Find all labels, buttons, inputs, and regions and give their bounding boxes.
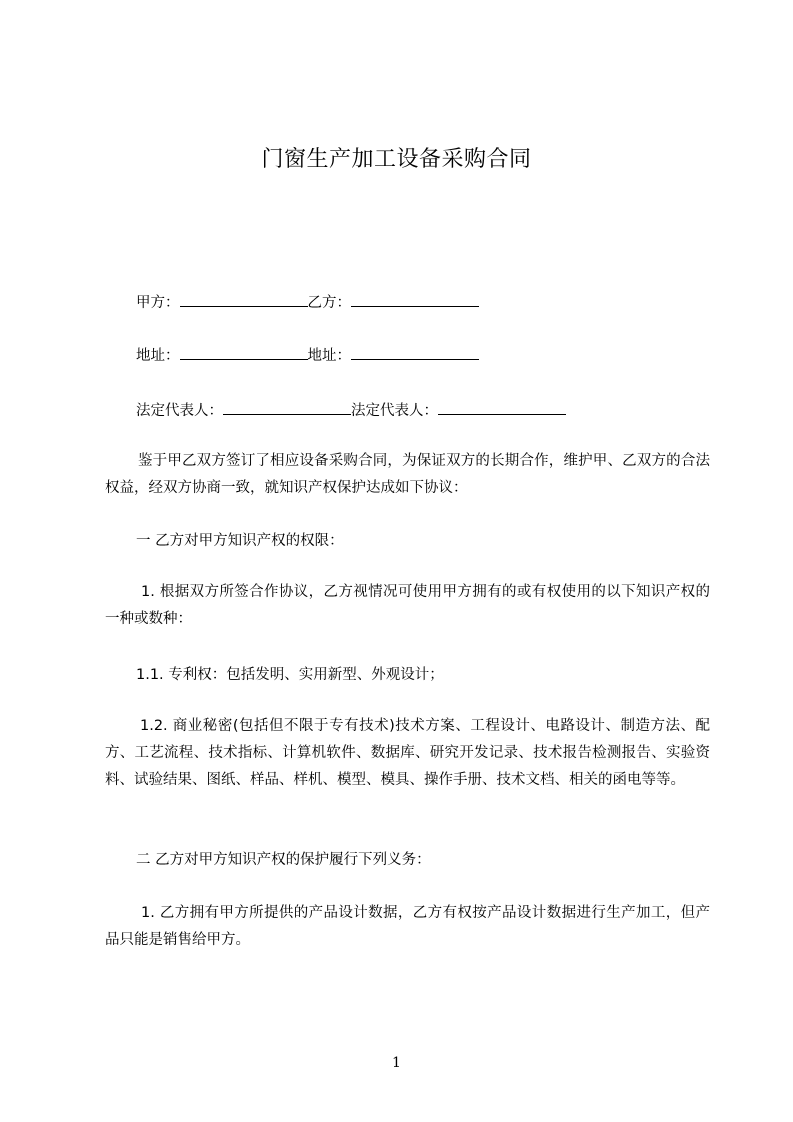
address-a-label: 地址： <box>136 348 180 364</box>
address-b-blank <box>351 344 479 360</box>
party-b-blank <box>351 291 479 307</box>
address-b-label: 地址： <box>307 348 351 364</box>
rep-b-blank <box>438 399 566 415</box>
section2-item1: 1. 乙方拥有甲方所提供的产品设计数据，乙方有权按产品设计数据进行生产加工，但产品只能是销售给甲方。 <box>105 905 710 948</box>
address-line <box>136 344 479 366</box>
section1-item1: 1. 根据双方所签合作协议，乙方视情况可使用甲方拥有的或有权使用的以下知识产权的一种或数种： <box>105 584 710 627</box>
document-title: 门窗生产加工设备采购合同 <box>261 147 532 172</box>
intro-paragraph: 鉴于甲乙双方签订了相应设备采购合同，为保证双方的长期合作，维护甲、乙双方的合法权益，经双方协商一致，就知识产权保护达成如下协议： <box>105 453 710 496</box>
section2-heading: 二 乙方对甲方知识产权的保护履行下列义务： <box>136 852 431 868</box>
section1-item1-2: 1.2. 商业秘密(包括但不限于专有技术)技术方案、工程设计、电路设计、制造方法、配方、工艺流程、技术指标、计算机软件、数据库、研究开发记录、技术报告检测报告、实验资料、试验结果、图纸、样品、样机、模型、模具、操作手册、技术文档、相关的函电等等。 <box>105 718 710 788</box>
rep-a-blank <box>223 399 351 415</box>
representative-line <box>136 399 566 421</box>
section1-item1-1: 1.1. 专利权：包括发明、实用新型、外观设计； <box>136 667 444 683</box>
address-a-blank <box>180 344 308 360</box>
party-a-label: 甲方： <box>136 295 180 311</box>
rep-b-label: 法定代表人： <box>351 403 438 419</box>
party-line <box>136 291 479 313</box>
party-b-label: 乙方： <box>307 295 351 311</box>
page-number: 1 <box>392 1055 401 1071</box>
section1-heading: 一 乙方对甲方知识产权的权限： <box>136 533 344 549</box>
rep-a-label: 法定代表人： <box>136 403 223 419</box>
party-a-blank <box>180 291 308 307</box>
